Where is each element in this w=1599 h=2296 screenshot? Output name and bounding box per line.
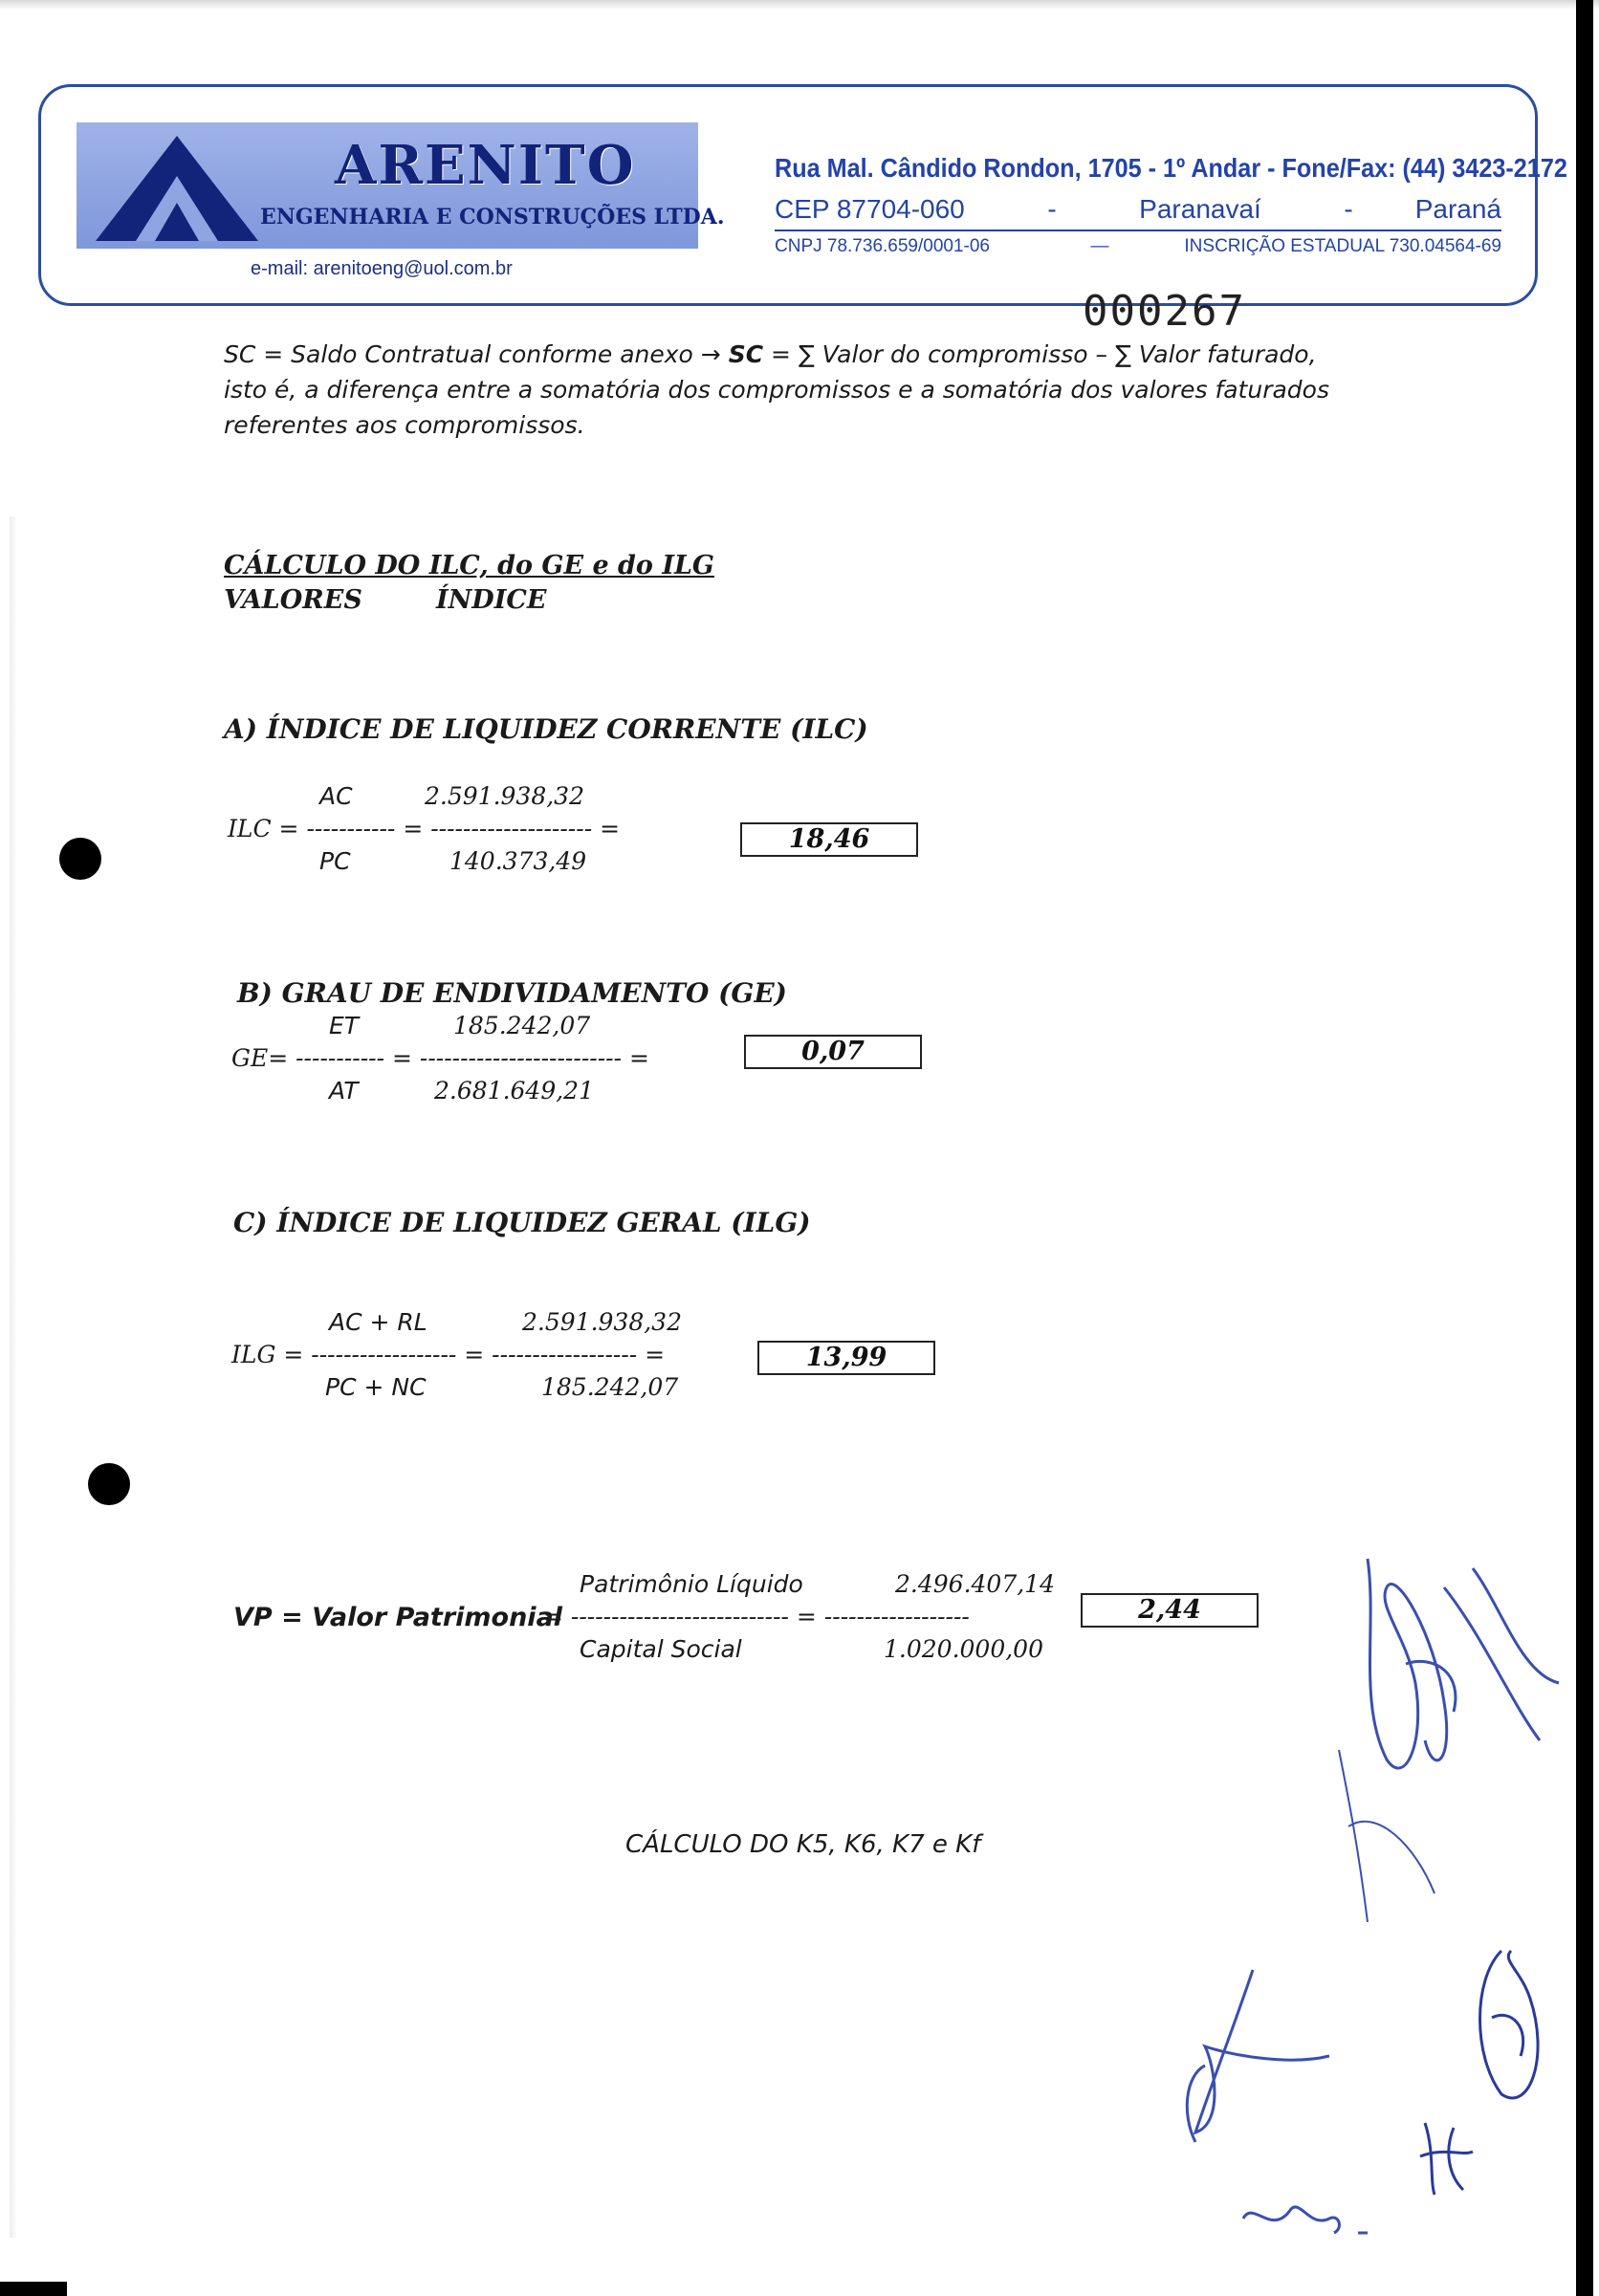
ge-denominator-label: AT	[329, 1077, 359, 1104]
ge-heading: B) GRAU DE ENDIVIDAMENTO (GE)	[237, 977, 787, 1009]
signature-mark-6	[1234, 2190, 1377, 2247]
ilg-numerator-label: AC + RL	[329, 1308, 427, 1336]
ilc-formula: ILC = ----------- = -------------------- =	[228, 815, 621, 842]
signature-mark-2	[1320, 1740, 1444, 1932]
intro-line-3: referentes aos compromissos.	[224, 411, 585, 439]
section-title: CÁLCULO DO ILC, do GE e do ILG	[224, 551, 714, 580]
intro-sc: SC	[728, 340, 764, 368]
punch-hole-dot	[59, 838, 101, 880]
ge-formula: GE= ----------- = ------------------------- =	[231, 1044, 649, 1072]
vp-result: 2,44	[1081, 1593, 1259, 1628]
separator: -	[1047, 194, 1057, 224]
state: Paraná	[1414, 194, 1501, 224]
ge-result: 0,07	[744, 1035, 922, 1069]
city: Paranavaí	[1139, 194, 1261, 224]
intro-text: SC = Saldo Contratual conforme anexo →	[224, 340, 729, 368]
signature-mark-4	[1463, 1941, 1559, 2113]
inscricao-estadual: INSCRIÇÃO ESTADUAL 730.04564-69	[1184, 236, 1501, 256]
company-subtitle: ENGENHARIA E CONSTRUÇÕES LTDA.	[260, 205, 725, 230]
ilg-heading: C) ÍNDICE DE LIQUIDEZ GERAL (ILG)	[233, 1207, 811, 1238]
address-divider	[775, 230, 1501, 231]
ilc-numerator-label: AC	[319, 782, 353, 810]
intro-line-2: isto é, a diferença entre a somatória dos compromissos e a somatória dos valores faturados	[224, 376, 1329, 404]
ilc-denominator-label: PC	[319, 847, 351, 875]
cnpj: CNPJ 78.736.659/0001-06	[775, 236, 990, 256]
company-name: ARENITO	[335, 134, 636, 197]
page-stamp-number: 000267	[1083, 287, 1246, 336]
ilc-denominator-value: 140.373,49	[449, 847, 587, 875]
signature-mark-5	[1415, 2113, 1482, 2199]
company-address: Rua Mal. Cândido Rondon, 1705 - 1º Andar - Fone/Fax: (44) 3423-2172	[775, 153, 1567, 183]
vp-formula: = --------------------------- = ------------------	[543, 1603, 970, 1630]
scan-edge-left	[10, 516, 17, 2238]
column-index: ÍNDICE	[436, 585, 547, 615]
separator: —	[1090, 236, 1109, 256]
scan-edge-bottom	[0, 2282, 67, 2296]
k-calculation-title: CÁLCULO DO K5, K6, K7 e Kf	[625, 1830, 981, 1859]
ilg-denominator-value: 185.242,07	[541, 1373, 679, 1401]
company-email: e-mail: arenitoeng@uol.com.br	[251, 258, 513, 279]
ge-denominator-value: 2.681.649,21	[434, 1077, 594, 1104]
ilc-heading: A) ÍNDICE DE LIQUIDEZ CORRENTE (ILC)	[224, 713, 868, 745]
cep: CEP 87704-060	[775, 194, 965, 224]
scan-edge-top	[0, 0, 1599, 10]
ilg-denominator-label: PC + NC	[325, 1373, 427, 1401]
ilg-result: 13,99	[757, 1341, 935, 1375]
ilc-result: 18,46	[740, 822, 918, 857]
ilc-numerator-value: 2.591.938,32	[425, 782, 584, 810]
vp-numerator-value: 2.496.407,14	[895, 1570, 1055, 1598]
vp-denominator-value: 1.020.000,00	[884, 1635, 1043, 1663]
separator: -	[1344, 194, 1353, 224]
intro-line-1	[224, 340, 1317, 368]
address-cep-row	[775, 194, 1501, 225]
logo-triangle-icon	[96, 136, 258, 241]
vp-denominator-label: Capital Social	[580, 1635, 742, 1663]
vp-numerator-label: Patrimônio Líquido	[580, 1570, 803, 1598]
ge-numerator-value: 185.242,07	[453, 1012, 591, 1039]
ge-numerator-label: ET	[329, 1012, 360, 1039]
column-values: VALORES	[224, 585, 362, 615]
punch-hole-dot	[88, 1463, 130, 1505]
ilg-numerator-value: 2.591.938,32	[522, 1308, 682, 1336]
vp-label: VP = Valor Patrimonial	[233, 1603, 563, 1632]
address-cnpj-row	[775, 236, 1501, 257]
scan-edge-right	[1576, 0, 1593, 2296]
ilg-formula: ILG = ------------------ = ------------------ =	[231, 1341, 666, 1368]
intro-text: = ∑ Valor do compromisso – ∑ Valor faturado,	[763, 340, 1317, 368]
signature-mark-3	[1176, 1960, 1348, 2152]
